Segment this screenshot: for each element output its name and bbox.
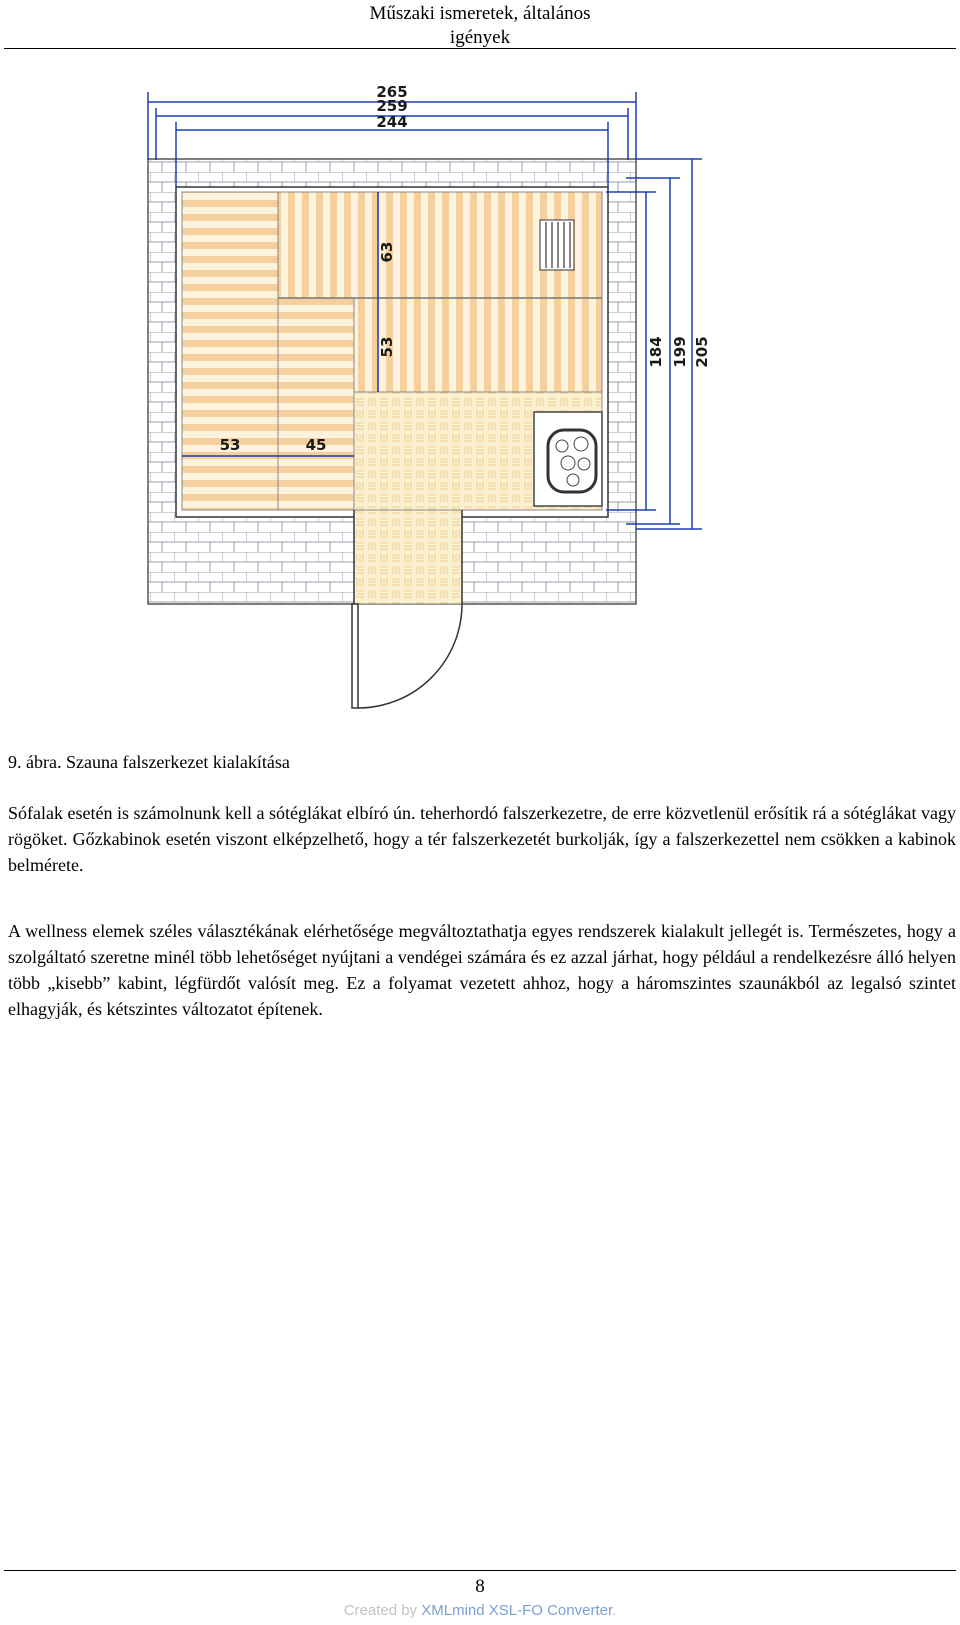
dim-label-63: 63 [378, 241, 396, 263]
header-line-1: Műszaki ismeretek, általános [369, 3, 591, 24]
sauna-floor-plan-drawing [6, 72, 866, 732]
credit-dot: . [612, 1602, 617, 1619]
converter-credit [0, 1602, 960, 1619]
paragraph-1: Sófalak esetén is számolnunk kell a sótéglákat elbíró ún. teherhordó falszerkezetre, de erre közvetlenül erősítik rá a sótéglákat vagy rögöket. Gőzkabinok esetén viszont elképzelhető, hogy a tér falszerkezetét burkolják, így a falszerkezettel nem csökken a kabinok belmérete. [8, 803, 956, 875]
dim-label-265: 265 [376, 83, 408, 101]
paragraph-2: A wellness elemek széles választékának elérhetősége megváltoztathatja egyes rendszerek kialakult jellegét is. Természetes, hogy a szolgáltató szeretne minél több lehetőséget nyújtani a vendégei számára és ez azzal járhat, hogy például a rendelkezésre álló helyen több „kisebb” kabint, légfürdőt valósít meg. Ez a folyamat vezetett ahhoz, hogy a háromszintes szaunákból az legalsó szintet elhagyják, és kétszintes változatot építenek. [8, 921, 956, 1019]
footer-divider [4, 1570, 956, 1571]
dim-label-45: 45 [305, 436, 327, 454]
dim-label-199: 199 [671, 336, 689, 368]
page-header [0, 0, 960, 50]
dim-label-259: 259 [376, 97, 408, 115]
dim-label-184: 184 [647, 336, 665, 368]
header-divider [4, 48, 956, 49]
dim-label-244: 244 [376, 113, 408, 131]
converter-brand-link[interactable]: XMLmind XSL-FO Converter [421, 1602, 613, 1619]
figure-caption: 9. ábra. Szauna falszerkezet kialakítása [8, 752, 290, 772]
page-number: 8 [475, 1576, 485, 1597]
header-line-2: igények [449, 27, 511, 48]
dim-label-53-horizontal: 53 [219, 436, 241, 454]
dim-label-205: 205 [693, 336, 711, 368]
credit-prefix: Created by [343, 1602, 418, 1619]
sauna-floor-plan-figure [6, 72, 866, 732]
dim-label-53-vertical: 53 [378, 336, 396, 358]
